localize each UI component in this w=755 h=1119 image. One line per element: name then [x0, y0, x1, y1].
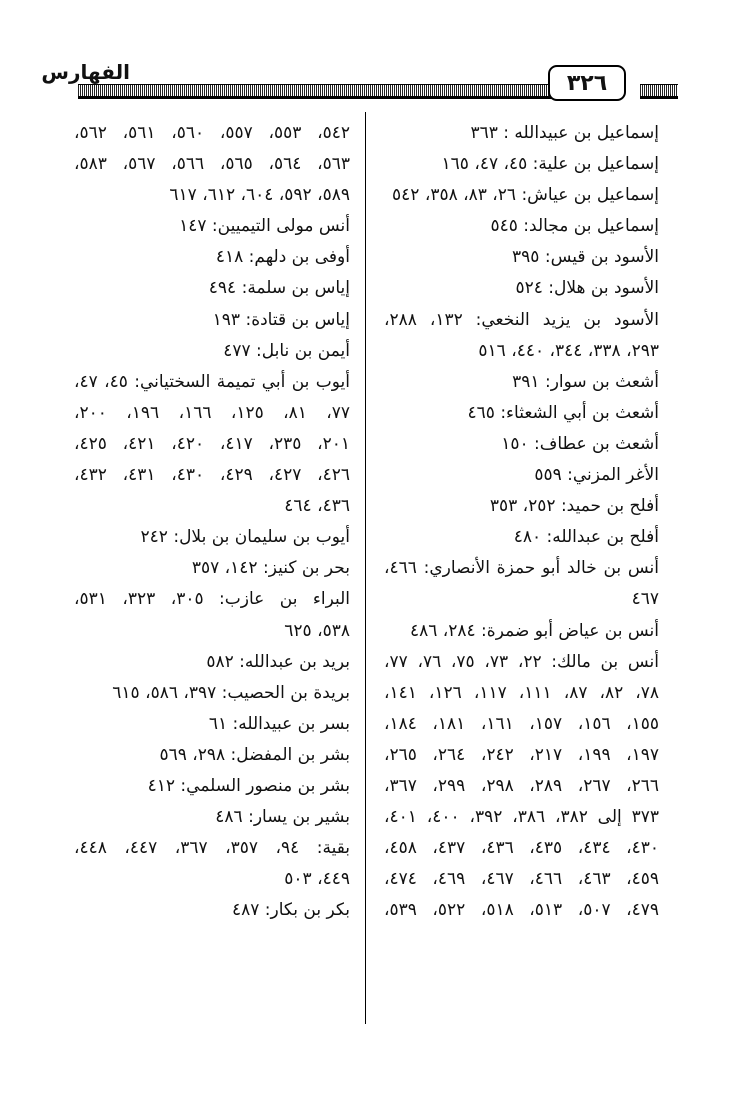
- index-entry: أنس بن عياض أبو ضمرة: ٢٨٤، ٤٨٦: [409, 620, 659, 641]
- index-entry: أوفى بن دلهم: ٤١٨: [215, 247, 350, 268]
- index-entry: بريدة بن الحصيب: ٣٩٧، ٥٨٦، ٦١٥: [112, 682, 350, 703]
- index-entry: أفلح بن عبدالله: ٤٨٠: [513, 527, 659, 548]
- index-entry: ٢٦٦، ٢٦٧، ٢٨٩، ٢٩٨، ٢٩٩، ٣٦٧،: [384, 775, 659, 796]
- index-entry: الأسود بن هلال: ٥٢٤: [515, 278, 659, 299]
- index-entry: ٤٦٧: [631, 589, 659, 610]
- index-entry: أنس مولى التيميين: ١٤٧: [179, 216, 350, 237]
- index-entry: إسماعيل بن عبيدالله : ٣٦٣: [470, 123, 659, 143]
- index-entry: أيمن بن نابل: ٤٧٧: [223, 340, 350, 361]
- index-entry: البراء بن عازب: ٣٠٥، ٣٢٣، ٥٣١،: [74, 589, 350, 610]
- index-entry: ٧٧، ٨١، ١٢٥، ١٦٦، ١٩٦، ٢٠٠،: [74, 402, 350, 423]
- index-entry: ٥٦٣، ٥٦٤، ٥٦٥، ٥٦٦، ٥٦٧، ٥٨٣،: [74, 154, 350, 175]
- index-entry: إسماعيل بن علية: ٤٥، ٤٧، ١٦٥: [441, 154, 659, 175]
- index-entry: ٢٩٣، ٣٣٨، ٣٤٤، ٤٤٠، ٥١٦: [478, 340, 659, 361]
- index-entry: ٧٨، ٨٢، ٨٧، ١١١، ١١٧، ١٢٦، ١٤١،: [384, 682, 659, 703]
- index-entry: أشعث بن أبي الشعثاء: ٤٦٥: [467, 402, 659, 423]
- column-divider: [365, 112, 366, 1024]
- index-entry: ١٥٥، ١٥٦، ١٥٧، ١٦١، ١٨١، ١٨٤،: [384, 713, 659, 734]
- index-entry: ٥٨٩، ٥٩٢، ٦٠٤، ٦١٢، ٦١٧: [169, 185, 350, 206]
- index-entry: أفلح بن حميد: ٢٥٢، ٣٥٣: [489, 496, 659, 517]
- index-entry: الأسود بن يزيد النخعي: ١٣٢، ٢٨٨،: [384, 309, 659, 330]
- index-entry: ٤٥٩، ٤٦٣، ٤٦٦، ٤٦٧، ٤٦٩، ٤٧٤،: [384, 869, 659, 890]
- index-entry: ٤٣٦، ٤٦٤: [284, 496, 350, 517]
- index-entry: ٢٠١، ٢٣٥، ٤١٧، ٤٢٠، ٤٢١، ٤٢٥،: [74, 433, 350, 454]
- index-entry: بسر بن عبيدالله: ٦١: [208, 713, 350, 734]
- index-entry: أنس بن خالد أبو حمزة الأنصاري: ٤٦٦،: [384, 558, 659, 579]
- index-entry: بكر بن بكار: ٤٨٧: [231, 900, 350, 921]
- index-entry: ١٩٧، ١٩٩، ٢١٧، ٢٤٢، ٢٦٤، ٢٦٥،: [384, 744, 659, 765]
- index-entry: أشعث بن عطاف: ١٥٠: [501, 433, 659, 454]
- index-entry: إسماعيل بن عياش: ٢٦، ٨٣، ٣٥٨، ٥٤٢: [392, 185, 659, 206]
- index-entry: إياس بن قتادة: ١٩٣: [212, 309, 350, 330]
- index-entry: أيوب بن أبي تميمة السختياني: ٤٥، ٤٧،: [74, 371, 350, 392]
- index-entry: ٥٤٢، ٥٥٣، ٥٥٧، ٥٦٠، ٥٦١، ٥٦٢،: [74, 123, 350, 143]
- index-entry: أشعث بن سوار: ٣٩١: [512, 371, 659, 392]
- index-entry: بحر بن كنيز: ١٤٢، ٣٥٧: [191, 558, 350, 579]
- page-number: ٣٢٦: [548, 65, 626, 101]
- index-entry: ٤٤٩، ٥٠٣: [284, 869, 350, 890]
- index-entry: أنس بن مالك: ٢٢، ٧٣، ٧٥، ٧٦، ٧٧،: [384, 651, 659, 672]
- index-entry: الأغر المزني: ٥٥٩: [534, 465, 659, 486]
- index-entry: بشر بن المفضل: ٢٩٨، ٥٦٩: [159, 744, 350, 765]
- page-header: [0, 0, 755, 110]
- index-entry: إسماعيل بن مجالد: ٥٤٥: [490, 216, 659, 237]
- index-entry: أيوب بن سليمان بن بلال: ٢٤٢: [140, 527, 350, 548]
- index-entry: بشير بن يسار: ٤٨٦: [215, 807, 350, 828]
- index-entry: ٤٢٦، ٤٢٧، ٤٢٩، ٤٣٠، ٤٣١، ٤٣٢،: [74, 465, 350, 486]
- index-entry: بشر بن منصور السلمي: ٤١٢: [147, 775, 350, 796]
- section-title: الفهارس: [41, 60, 130, 84]
- index-column-right: [384, 118, 659, 926]
- index-entry: ٥٣٨، ٦٢٥: [284, 620, 350, 641]
- index-entry: الأسود بن قيس: ٣٩٥: [512, 247, 659, 268]
- index-entry: بريد بن عبدالله: ٥٨٢: [206, 651, 350, 672]
- index-entry: بقية: ٩٤، ٣٥٧، ٣٦٧، ٤٤٧، ٤٤٨،: [74, 838, 350, 859]
- index-entry: ٣٧٣ إلى ٣٨٢، ٣٨٦، ٣٩٢، ٤٠٠، ٤٠١،: [384, 807, 659, 828]
- index-entry: ٤٣٠، ٤٣٤، ٤٣٥، ٤٣٦، ٤٣٧، ٤٥٨،: [384, 838, 659, 859]
- index-entry: ٤٧٩، ٥٠٧، ٥١٣، ٥١٨، ٥٢٢، ٥٣٩،: [384, 900, 659, 921]
- index-entry: إياس بن سلمة: ٤٩٤: [208, 278, 350, 299]
- index-column-left: [74, 118, 350, 926]
